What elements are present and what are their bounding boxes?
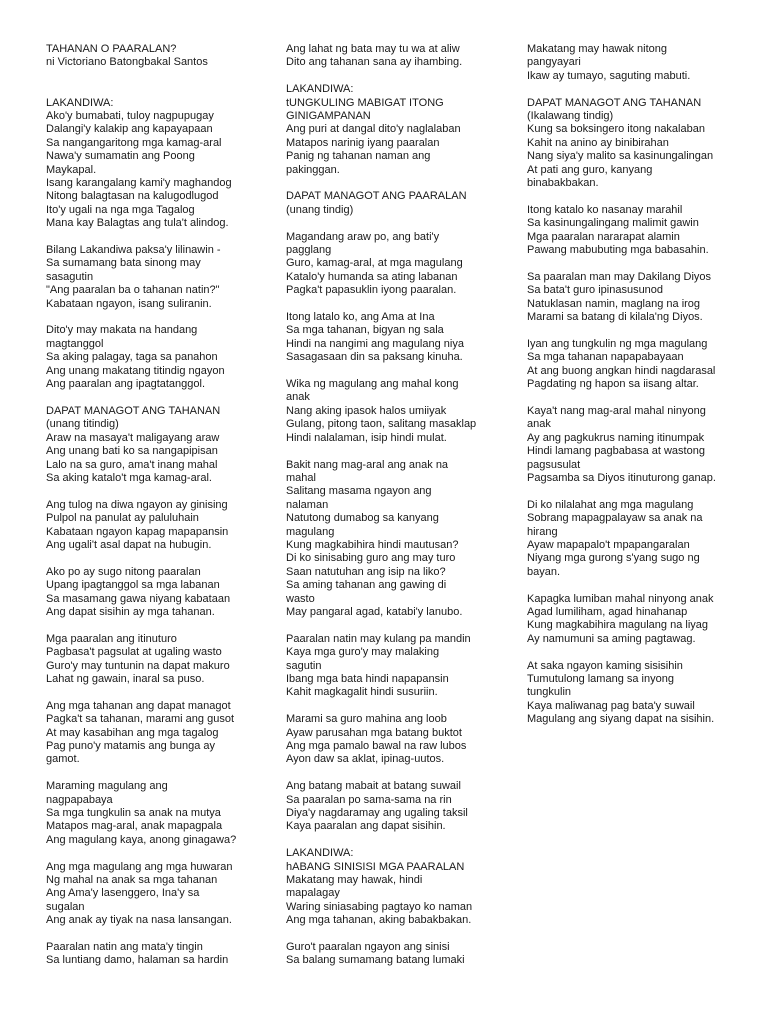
- text-line: Bakit nang mag-aral ang anak na: [286, 458, 449, 471]
- text-line: Hindi lamang pagbabasa at wastong: [527, 445, 705, 458]
- text-line: Makatang may hawak nitong: [527, 43, 668, 55]
- text-line: Lahat ng gawain, inaral sa puso.: [46, 672, 205, 685]
- text-line: May pangaral agad, katabi'y lanubo.: [286, 605, 463, 618]
- text-line: Ang dapat sisihin ay mga tahanan.: [46, 605, 215, 618]
- text-line: Katalo'y humanda sa ating labanan: [286, 270, 458, 283]
- text-line: Tumutulong lamang sa inyong: [527, 672, 674, 685]
- text-line: Mga paaralan ang itinuturo: [46, 632, 177, 645]
- text-line: Di ko sinisabing guro ang may turo: [286, 552, 456, 565]
- text-line: Itong katalo ko nasanay marahil: [527, 203, 683, 216]
- text-line: "Ang paaralan ba o tahanan natin?": [46, 284, 220, 297]
- stanza: [46, 244, 251, 311]
- text-line: (unang tindig): [286, 203, 354, 216]
- text-line: Paaralan natin may kulang pa mandin: [286, 632, 471, 645]
- text-line: Ayon daw sa aklat, ipinag-uutos.: [286, 753, 445, 766]
- text-line: Ay namumuni sa aming pagtawag.: [527, 632, 696, 645]
- text-line: TAHANAN O PAARALAN?: [46, 43, 177, 55]
- stanza: [46, 97, 251, 231]
- text-line: Pulpol na panulat ay paluluhain: [46, 512, 199, 525]
- text-line: tUNGKULING MABIGAT ITONG: [286, 96, 444, 109]
- text-line: pagglang: [286, 244, 332, 257]
- text-line: (Ikalawang tindig): [527, 110, 614, 123]
- text-line: Kahit magkagalit hindi susuriin.: [286, 686, 438, 699]
- stanza: [527, 271, 732, 325]
- stanza: [46, 499, 251, 553]
- stanza: [286, 231, 496, 298]
- text-line: Agad lumiliham, agad hinahanap: [527, 605, 688, 618]
- text-line: Ako po ay sugo nitong paaralan: [46, 565, 201, 578]
- text-line: Itong latalo ko, ang Ama at Ina: [286, 311, 435, 324]
- text-line: magtanggol: [46, 337, 104, 350]
- stanza: [46, 43, 251, 70]
- text-line: Ang paaralan ang ipagtatanggol.: [46, 378, 206, 391]
- text-line: Maraming magulang ang: [46, 780, 168, 793]
- text-line: Nawa'y sumamatin ang Poong: [46, 150, 195, 163]
- text-line: Ikaw ay tumayo, saguting mabuti.: [527, 69, 691, 82]
- text-line: Pagka't papasuklin iyong paaralan.: [286, 284, 457, 297]
- text-line: Hindi nalalaman, isip hindi mulat.: [286, 431, 447, 444]
- text-line: Guro'y may tuntunin na dapat makuro: [46, 659, 230, 672]
- text-line: Ang anak ay tiyak na nasa lansangan.: [46, 914, 232, 927]
- stanza: [46, 633, 251, 687]
- text-line: Ako'y bumabati, tuloy nagpupugay: [46, 110, 214, 123]
- text-line: Kaya paaralan ang dapat sisihin.: [286, 820, 446, 833]
- text-line: Dito'y may makata na handang: [46, 324, 198, 337]
- text-line: Sa mga tungkulin sa anak na mutya: [46, 807, 221, 820]
- text-line: Pagsamba sa Diyos itinuturong ganap.: [527, 471, 716, 484]
- stanza: [46, 324, 251, 391]
- text-line: Niyang mga gurong s'yang sugo ng: [527, 552, 700, 565]
- text-line: Sa masamang gawa niyang kabataan: [46, 592, 231, 605]
- text-line: anak: [527, 418, 551, 431]
- text-line: sagutin: [286, 659, 322, 672]
- text-line: bayan.: [527, 565, 561, 578]
- text-line: magulang: [286, 525, 335, 538]
- text-line: Nang siya'y malito sa kasinungalingan: [527, 150, 714, 163]
- text-line: Kabataan ngayon kapag mapapansin: [46, 525, 229, 538]
- text-line: Kahit na anino ay binibirahan: [527, 136, 669, 149]
- stanza: [46, 941, 251, 968]
- text-line: Kung magkabihira magulang na liyag: [527, 619, 709, 632]
- text-line: Pag puno'y matamis ang bunga ay: [46, 740, 216, 752]
- text-line: Matapos narinig iyang paaralan: [286, 136, 440, 149]
- text-line: Ayaw mapapalo't mpapangaralan: [527, 538, 690, 551]
- text-line: GINIGAMPANAN: [286, 110, 371, 123]
- stanza: [286, 633, 496, 700]
- text-line: Araw na masaya't maligayang araw: [46, 431, 220, 444]
- text-line: wasto: [286, 592, 315, 605]
- stanza: [286, 780, 496, 834]
- stanza: [286, 847, 496, 927]
- text-line: Sa sumamang bata sinong may: [46, 257, 201, 270]
- text-line: Di ko nilalahat ang mga magulang: [527, 498, 694, 511]
- text-line: LAKANDIWA:: [286, 847, 354, 860]
- text-line: DAPAT MANAGOT ANG TAHANAN: [527, 96, 702, 109]
- text-line: pakinggan.: [286, 163, 340, 176]
- text-line: Mga paaralan nararapat alamin: [527, 230, 680, 243]
- text-line: Diya'y nagdaramay ang ugaling taksil: [286, 807, 468, 820]
- stanza: [46, 566, 251, 620]
- text-line: LAKANDIWA:: [46, 96, 114, 109]
- stanza: [286, 43, 496, 70]
- text-line: Kaya maliwanag pag bata'y suwail: [527, 699, 695, 712]
- text-line: Ang unang bati ko sa nangapipisan: [46, 445, 218, 458]
- text-line: DAPAT MANAGOT ANG PAARALAN: [286, 190, 467, 203]
- text-line: Ang mga pamalo bawal na raw lubos: [286, 740, 467, 752]
- text-line: Wika ng magulang ang mahal kong: [286, 378, 459, 391]
- text-line: Sa paaralan man may Dakilang Diyos: [527, 270, 712, 283]
- text-line: mahal: [286, 471, 316, 484]
- text-line: tungkulin: [527, 686, 572, 699]
- text-line: Sa mga tahanan napapabayaan: [527, 351, 684, 364]
- text-line: Panig ng tahanan naman ang: [286, 150, 431, 163]
- text-line: At ang buong angkan hindi nagdarasal: [527, 364, 716, 377]
- text-line: Ang batang mabait at batang suwail: [286, 780, 461, 793]
- text-line: Iyan ang tungkulin ng mga magulang: [527, 337, 708, 350]
- text-line: Guro, kamag-aral, at mga magulang: [286, 257, 463, 270]
- text-line: Ang mga magulang ang mga huwaran: [46, 860, 233, 873]
- text-line: sugalan: [46, 900, 85, 913]
- text-line: Upang ipagtanggol sa mga labanan: [46, 579, 220, 592]
- stanza: [286, 713, 496, 767]
- text-line: Kung sa boksingero itong nakalaban: [527, 123, 705, 136]
- text-line: Ang tulog na diwa ngayon ay ginising: [46, 498, 228, 511]
- text-line: Marami sa batang di kilala'ng Diyos.: [527, 311, 703, 324]
- column-1: [46, 43, 251, 981]
- text-line: Ito'y ugali na nga mga Tagalog: [46, 203, 195, 216]
- stanza: [46, 861, 251, 928]
- text-line: Sa kasinungalingang malimit gawin: [527, 217, 699, 230]
- stanza: [46, 700, 251, 767]
- text-line: Kaya mga guro'y may malaking: [286, 646, 440, 659]
- text-line: Ayaw parusahan mga batang buktot: [286, 726, 462, 739]
- text-line: Gulang, pitong taon, salitang masaklap: [286, 418, 477, 431]
- text-line: Guro't paaralan ngayon ang sinisi: [286, 941, 450, 954]
- stanza: [527, 97, 732, 191]
- text-line: sasagutin: [46, 270, 94, 283]
- text-line: Maykapal.: [46, 163, 97, 176]
- text-line: Matapos mag-aral, anak mapagpala: [46, 820, 223, 833]
- stanza: [286, 311, 496, 365]
- text-line: Pagdating ng hapon sa iisang altar.: [527, 378, 699, 391]
- text-line: Kaya't nang mag-aral mahal ninyong: [527, 404, 706, 417]
- text-line: Dito ang tahanan sana ay ihambing.: [286, 56, 463, 69]
- text-line: Ang magulang kaya, anong ginagawa?: [46, 833, 237, 846]
- text-line: nalaman: [286, 498, 329, 511]
- text-line: Nitong balagtasan na kalugodlugod: [46, 190, 219, 203]
- text-line: Ng mahal na anak sa mga tahanan: [46, 874, 218, 887]
- text-line: Sa paaralan po sama-sama na rin: [286, 793, 452, 806]
- text-line: Mana kay Balagtas ang tula't alindog.: [46, 217, 229, 230]
- stanza: [527, 593, 732, 647]
- text-line: Isang karangalang kami'y maghandog: [46, 177, 232, 190]
- text-line: Sa aking palagay, taga sa panahon: [46, 351, 218, 364]
- text-line: Ibang mga bata hindi napapansin: [286, 672, 449, 685]
- stanza: [286, 83, 496, 177]
- text-line: Sa luntiang damo, halaman sa hardin: [46, 954, 229, 967]
- text-line: At saka ngayon kaming sisisihin: [527, 659, 683, 672]
- text-line: Lalo na sa guro, ama't inang mahal: [46, 458, 218, 471]
- text-line: Pagka't sa tahanan, marami ang gusot: [46, 713, 234, 726]
- text-line: Sasagasaan din sa paksang kinuha.: [286, 351, 463, 364]
- stanza: [527, 43, 732, 83]
- text-line: ni Victoriano Batongbakal Santos: [46, 56, 208, 69]
- text-line: Kapagka lumiban mahal ninyong anak: [527, 592, 714, 605]
- text-line: Dalangi'y kalakip ang kapayapaan: [46, 123, 213, 136]
- text-line: binabakbakan.: [527, 177, 599, 190]
- text-line: Sa nangangaritong mga kamag-aral: [46, 136, 222, 149]
- text-line: Bilang Lakandiwa paksa'y lilinawin -: [46, 244, 221, 257]
- stanza: [527, 660, 732, 727]
- text-line: Ang mga tahanan ang dapat managot: [46, 699, 231, 712]
- text-line: Makatang may hawak, hindi: [286, 874, 423, 887]
- text-line: Nang aking ipasok halos umiiyak: [286, 404, 447, 417]
- stanza: [46, 405, 251, 485]
- stanza: [527, 499, 732, 579]
- text-line: gamot.: [46, 753, 80, 766]
- text-line: Sa mga tahanan, bigyan ng sala: [286, 324, 444, 337]
- text-line: Sa aking katalo't mga kamag-aral.: [46, 471, 212, 484]
- stanza: [286, 190, 496, 217]
- text-line: pagsusulat: [527, 458, 581, 471]
- text-line: Sobrang mapagpalayaw sa anak na: [527, 512, 703, 525]
- text-line: LAKANDIWA:: [286, 83, 354, 96]
- column-2: [286, 43, 496, 981]
- stanza: [527, 338, 732, 392]
- text-line: Ang mga tahanan, aking babakbakan.: [286, 914, 472, 927]
- text-line: pangyayari: [527, 56, 581, 69]
- text-line: Kung magkabihira hindi mautusan?: [286, 538, 459, 551]
- stanza: [527, 405, 732, 485]
- text-line: Paaralan natin ang mata'y tingin: [46, 941, 203, 954]
- text-line: Magulang ang siyang dapat na sisihin.: [527, 713, 715, 726]
- text-line: anak: [286, 391, 310, 404]
- text-line: Ang unang makatang titindig ngayon: [46, 364, 225, 377]
- text-line: Natutong dumabog sa kanyang: [286, 512, 439, 525]
- text-line: Salitang masama ngayon ang: [286, 485, 432, 498]
- text-line: Marami sa guro mahina ang loob: [286, 713, 447, 726]
- text-line: Waring siniasabing pagtayo ko naman: [286, 900, 473, 913]
- text-line: At may kasabihan ang mga tagalog: [46, 726, 219, 739]
- stanza: [527, 204, 732, 258]
- text-line: Ang ugali't asal dapat na hubugin.: [46, 538, 212, 551]
- text-line: Ay ang pagkukrus naming itinumpak: [527, 431, 705, 444]
- stanza: [286, 941, 496, 968]
- text-line: nagpapabaya: [46, 793, 113, 806]
- text-line: Magandang araw po, ang bati'y: [286, 230, 440, 243]
- stanza: [286, 459, 496, 620]
- column-3: [527, 43, 732, 740]
- text-line: Sa bata't guro ipinasusunod: [527, 284, 664, 297]
- text-line: DAPAT MANAGOT ANG TAHANAN: [46, 404, 221, 417]
- text-line: Ang Ama'y lasenggero, Ina'y sa: [46, 887, 200, 900]
- text-line: Saan natutuhan ang isip na liko?: [286, 565, 446, 578]
- text-line: Ang puri at dangal dito'y naglalaban: [286, 123, 461, 136]
- text-line: Sa balang sumamang batang lumaki: [286, 954, 465, 967]
- text-line: Natuklasan namin, maglang na irog: [527, 297, 701, 310]
- text-line: Sa aming tahanan ang gawing di: [286, 579, 447, 592]
- text-line: Ang lahat ng bata may tu wa at aliw: [286, 43, 460, 55]
- text-line: Hindi na nangimi ang magulang niya: [286, 337, 464, 350]
- text-line: (unang titindig): [46, 418, 119, 431]
- text-line: hirang: [527, 525, 558, 538]
- text-line: Kabataan ngayon, isang suliranin.: [46, 297, 212, 310]
- text-line: At pati ang guro, kanyang: [527, 163, 653, 176]
- stanza: [286, 378, 496, 445]
- stanza: [46, 780, 251, 847]
- text-line: mapalagay: [286, 887, 340, 900]
- text-line: hABANG SINISISI MGA PAARALAN: [286, 860, 465, 873]
- text-line: Pawang mabubuting mga babasahin.: [527, 244, 709, 257]
- text-line: Pagbasa't pagsulat at ugaling wasto: [46, 646, 222, 659]
